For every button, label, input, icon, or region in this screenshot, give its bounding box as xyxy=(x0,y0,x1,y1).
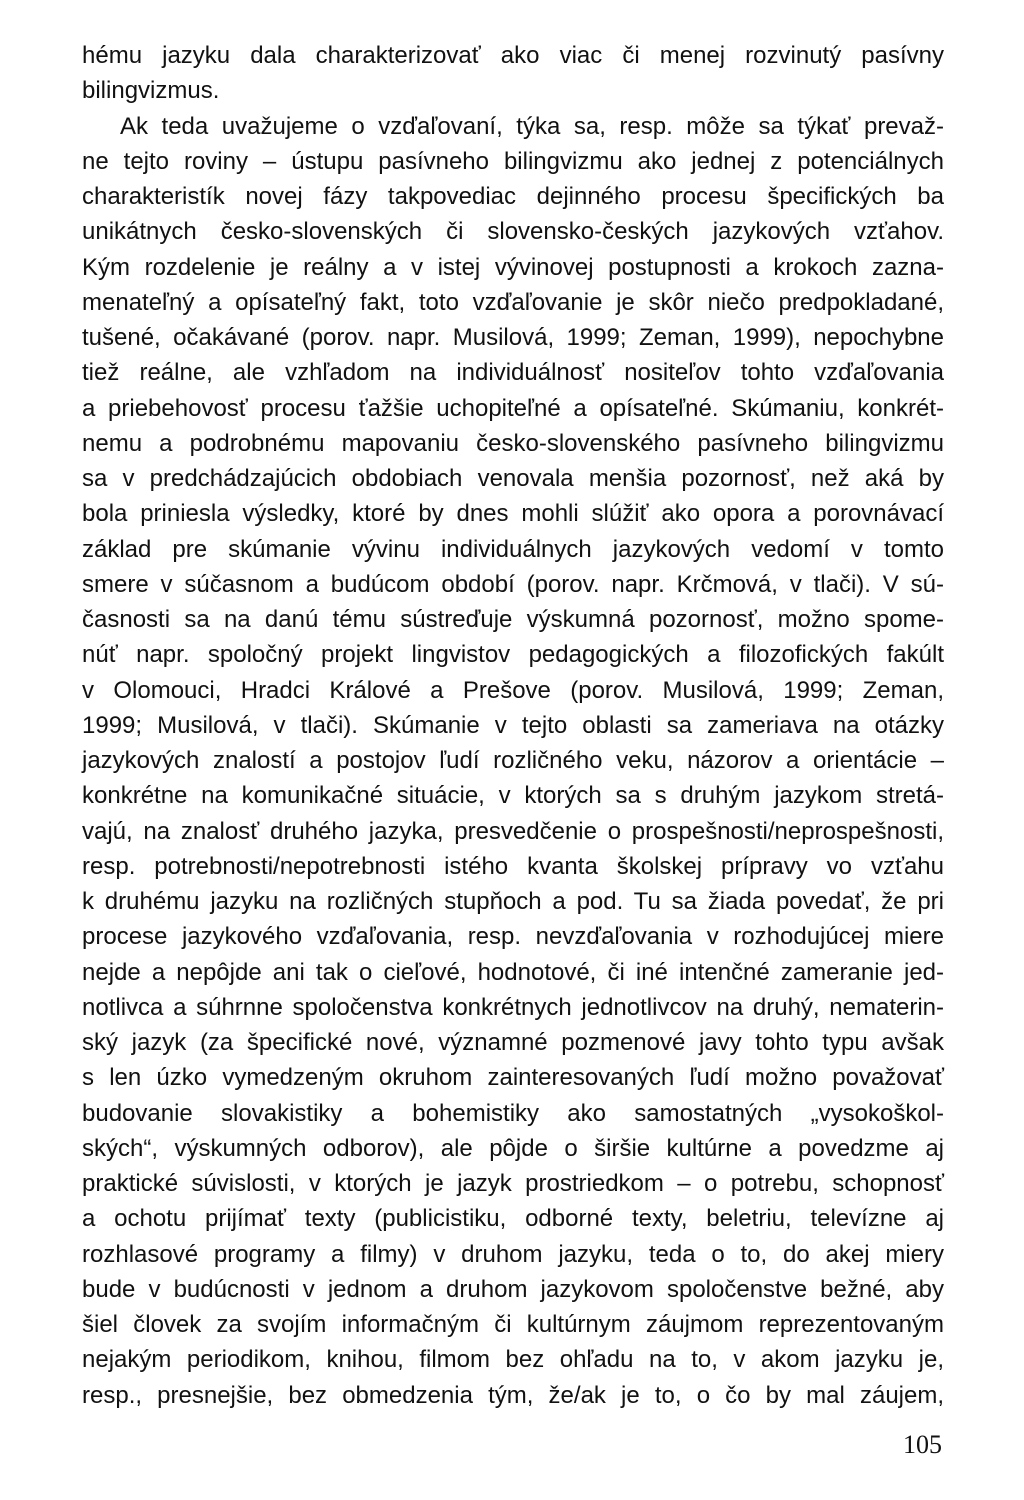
text-line: nejakým periodikom, knihou, filmom bez ohľadu na to, v akom jazyku je, xyxy=(82,1346,944,1374)
text-line: nejde a nepôjde ani tak o cieľové, hodnotové, či iné intenčné zameranie jed- xyxy=(82,958,944,986)
text-line: unikátnych česko-slovenských či slovensko-českých jazykových vzťahov. xyxy=(82,218,944,246)
text-line: v Olomouci, Hradci Králové a Prešove (porov. Musilová, 1999; Zeman, xyxy=(82,676,944,704)
page-number: 105 xyxy=(903,1430,942,1459)
text-line: jazykových znalostí a postojov ľudí rozličného veku, názorov a orientácie – xyxy=(82,747,944,774)
text-line: resp., presnejšie, bez obmedzenia tým, že/ak je to, o čo by mal záujem, xyxy=(82,1381,944,1409)
text-line: hému jazyku dala charakterizovať ako viac či menej rozvinutý pasívny xyxy=(82,42,944,69)
text-line: základ pre skúmanie vývinu individuálnych jazykových vedomí v tomto xyxy=(82,535,944,563)
text-line: budovanie slovakistiky a bohemistiky ako samostatných „vysokoškol- xyxy=(82,1099,944,1127)
text-line: smere v súčasnom a budúcom období (porov. napr. Krčmová, v tlači). V sú- xyxy=(82,570,944,598)
text-line: šiel človek za svojím informačným či kultúrnym záujmom reprezentovaným xyxy=(82,1311,944,1338)
text-line: tiež reálne, ale vzhľadom na individuálnosť nositeľov tohto vzďaľovania xyxy=(82,359,944,387)
text-line: charakteristík novej fázy takpovediac dejinného procesu špecifických ba xyxy=(82,183,944,210)
text-line: tušené, očakávané (porov. napr. Musilová, 1999; Zeman, 1999), nepochybne xyxy=(82,324,944,351)
text-line: časnosti sa na danú tému sústreďuje výskumná pozornosť, možno spome- xyxy=(82,606,944,633)
text-line: Kým rozdelenie je reálny a v istej vývinovej postupnosti a krokoch zazna- xyxy=(82,253,944,281)
text-line: k druhému jazyku na rozličných stupňoch a pod. Tu sa žiada povedať, že pri xyxy=(82,888,944,915)
text-line: 1999; Musilová, v tlači). Skúmanie v tejto oblasti sa zameriava na otázky xyxy=(82,711,944,739)
text-line: nemu a podrobnému mapovaniu česko-slovenského pasívneho bilingvizmu xyxy=(82,429,944,457)
text-line: Ak teda uvažujeme o vzďaľovaní, týka sa, resp. môže sa týkať prevaž- xyxy=(120,112,944,140)
text-line: ský jazyk (za špecifické nové, významné pozmenové javy tohto typu avšak xyxy=(82,1029,944,1056)
text-line: ne tejto roviny – ústupu pasívneho bilingvizmu ako jednej z potenciálnych xyxy=(82,147,944,175)
text-line: sa v predchádzajúcich obdobiach venovala menšia pozornosť, než aká by xyxy=(82,465,944,492)
text-line: a priebehovosť procesu ťažšie uchopiteľné a opísateľné. Skúmaniu, konkrét- xyxy=(82,394,944,422)
text-line: bude v budúcnosti v jednom a druhom jazykovom spoločenstve bežné, aby xyxy=(82,1275,944,1303)
text-line: rozhlasové programy a filmy) v druhom jazyku, teda o to, do akej miery xyxy=(82,1240,944,1268)
text-line: procese jazykového vzďaľovania, resp. nevzďaľovania v rozhodujúcej miere xyxy=(82,923,944,951)
text-line: ských“, výskumných odborov), ale pôjde o širšie kultúrne a povedzme aj xyxy=(82,1134,944,1162)
text-line: praktické súvislosti, v ktorých je jazyk prostriedkom – o potrebu, schopnosť xyxy=(82,1170,944,1197)
text-line: núť napr. spoločný projekt lingvistov pedagogických a filozofických fakúlt xyxy=(82,641,944,669)
body-text xyxy=(82,38,944,1413)
text-line: menateľný a opísateľný fakt, toto vzďaľovanie je skôr niečo predpokladané, xyxy=(82,288,944,316)
text-line: vajú, na znalosť druhého jazyka, presvedčenie o prospešnosti/neprospešnosti, xyxy=(82,817,944,845)
text-line: bola priniesla výsledky, ktoré by dnes mohli slúžiť ako opora a porovnávací xyxy=(82,500,944,528)
text-line: a ochotu prijímať texty (publicistiku, odborné texty, beletriu, televízne aj xyxy=(82,1205,944,1233)
text-line: notlivca a súhrnne spoločenstva konkrétnych jednotlivcov na druhý, nematerin- xyxy=(82,993,944,1021)
text-line: resp. potrebnosti/nepotrebnosti istého kvanta školskej prípravy vo vzťahu xyxy=(82,852,944,880)
text-line: s len úzko vymedzeným okruhom zainteresovaných ľudí možno považovať xyxy=(82,1064,944,1092)
text-line: bilingvizmus. xyxy=(82,77,220,105)
text-line: konkrétne na komunikačné situácie, v ktorých sa s druhým jazykom stretá- xyxy=(82,782,944,810)
